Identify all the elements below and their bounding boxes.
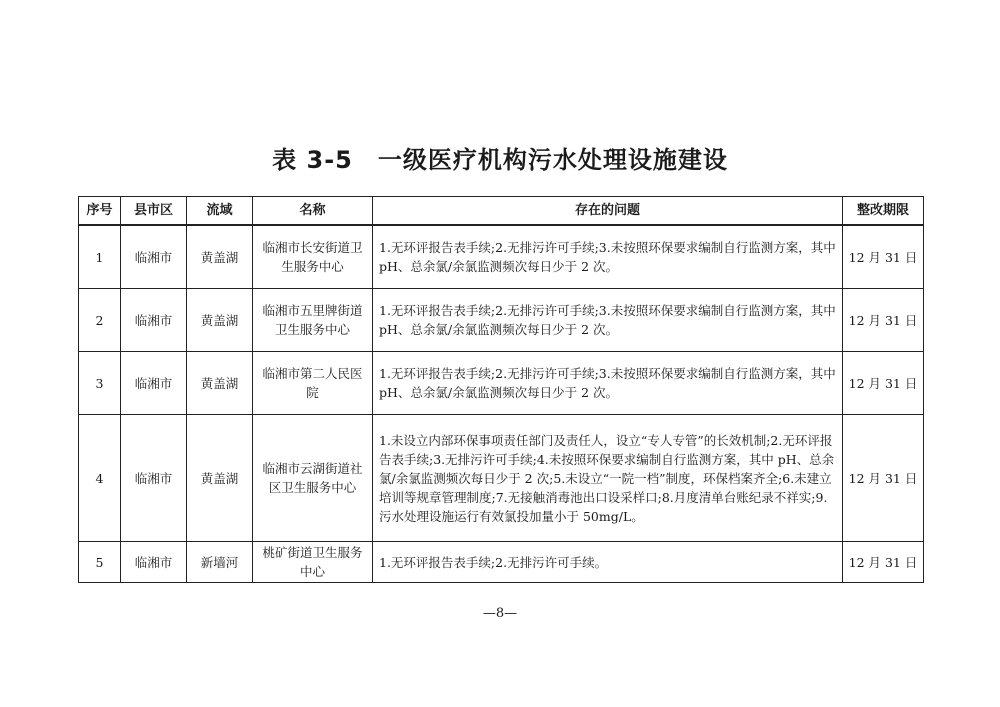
page-number: —8—: [482, 606, 518, 621]
cell-index: 4: [79, 415, 121, 542]
cell-index: 2: [79, 289, 121, 352]
cell-issue: 1.无环评报告表手续;2.无排污许可手续;3.未按照环保要求编制自行监测方案，其中 pH、总余氯/余氯监测频次每日少于 2 次。: [373, 352, 843, 415]
header-index: 序号: [79, 197, 121, 226]
page-title: 表 3-5 一级医疗机构污水处理设施建设: [272, 146, 728, 174]
header-name: 名称: [253, 197, 373, 226]
cell-issue: 1.无环评报告表手续;2.无排污许可手续。: [373, 542, 843, 583]
cell-issue: 1.无环评报告表手续;2.无排污许可手续;3.未按照环保要求编制自行监测方案，其中 pH、总余氯/余氯监测频次每日少于 2 次。: [373, 289, 843, 352]
table-header-row: [79, 197, 924, 226]
cell-county: 临湘市: [121, 415, 187, 542]
cell-deadline: 12 月 31 日: [843, 289, 924, 352]
header-issue: 存在的问题: [373, 197, 843, 226]
cell-deadline: 12 月 31 日: [843, 225, 924, 289]
cell-deadline: 12 月 31 日: [843, 352, 924, 415]
header-deadline: 整改期限: [843, 197, 924, 226]
cell-county: 临湘市: [121, 352, 187, 415]
cell-issue: 1.无环评报告表手续;2.无排污许可手续;3.未按照环保要求编制自行监测方案，其中 pH、总余氯/余氯监测频次每日少于 2 次。: [373, 225, 843, 289]
cell-county: 临湘市: [121, 542, 187, 583]
cell-name: 临湘市五里牌街道卫生服务中心: [253, 289, 373, 352]
cell-index: 3: [79, 352, 121, 415]
cell-county: 临湘市: [121, 225, 187, 289]
cell-name: 临湘市云湖街道社区卫生服务中心: [253, 415, 373, 542]
cell-basin: 黄盖湖: [187, 289, 253, 352]
remediation-table: [78, 196, 924, 583]
table-row: [79, 225, 924, 289]
cell-deadline: 12 月 31 日: [843, 542, 924, 583]
header-county: 县市区: [121, 197, 187, 226]
cell-index: 1: [79, 225, 121, 289]
cell-basin: 新墙河: [187, 542, 253, 583]
cell-county: 临湘市: [121, 289, 187, 352]
table-row: [79, 289, 924, 352]
cell-issue: 1.未设立内部环保事项责任部门及责任人，设立“专人专管”的长效机制;2.无环评报告表手续;3.无排污许可手续;4.未按照环保要求编制自行监测方案，其中 pH、总余氯/余氯监测频次每日少于 2 次;5.未设立“一院一档”制度，环保档案齐全;6.未建立培训等规章管理制度;7.无接触消毒池出口设采样口;8.月度清单台账纪录不祥实;9.污水处理设施运行有效氯投加量小于 50mg/L。: [373, 415, 843, 542]
cell-basin: 黄盖湖: [187, 352, 253, 415]
header-basin: 流域: [187, 197, 253, 226]
table-row: [79, 415, 924, 542]
cell-name: 临湘市第二人民医院: [253, 352, 373, 415]
cell-name: 桃矿街道卫生服务中心: [253, 542, 373, 583]
table-row: [79, 542, 924, 583]
cell-index: 5: [79, 542, 121, 583]
cell-deadline: 12 月 31 日: [843, 415, 924, 542]
cell-name: 临湘市长安街道卫生服务中心: [253, 225, 373, 289]
cell-basin: 黄盖湖: [187, 415, 253, 542]
table-row: [79, 352, 924, 415]
cell-basin: 黄盖湖: [187, 225, 253, 289]
table-container: [78, 196, 923, 583]
